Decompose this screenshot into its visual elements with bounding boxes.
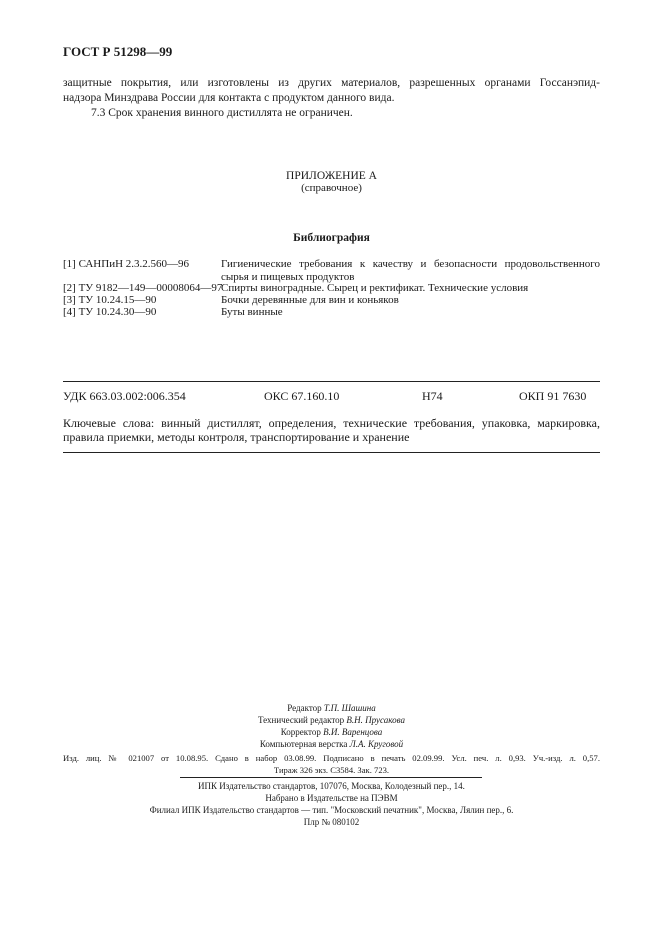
staff-role: Корректор (280, 727, 321, 737)
publisher-line: Набрано в Издательстве на ПЭВМ (265, 793, 398, 803)
imprint-staff (63, 702, 600, 750)
bibliography-ref: [3] ТУ 10.24.15—90 (63, 294, 157, 306)
staff-line (63, 714, 600, 726)
bibliography-desc: Бочки деревянные для вин и коньяков (221, 294, 399, 306)
staff-role: Редактор (287, 703, 322, 713)
publisher-line: Филиал ИПК Издательство стандартов — тип. "Московский печатник", Москва, Лялин пер., 6. (149, 805, 514, 815)
appendix-title: ПРИЛОЖЕНИЕ А (286, 170, 377, 182)
paragraph-line-1: защитные покрытия, или изготовлены из других материалов, разрешенных органами Госсанэпид- (63, 77, 600, 89)
publisher-line: ИПК Издательство стандартов, 107076, Москва, Колодезный пер., 14. (198, 781, 465, 791)
staff-name: Т.П. Шашина (323, 703, 376, 713)
paragraph-line-2: надзора Минздрава России для контакта с продуктом данного вида. (63, 92, 395, 104)
imprint-publisher (63, 780, 600, 828)
bibliography-ref: [1] САНПиН 2.3.2.560—96 (63, 258, 190, 270)
page-header-standard: ГОСТ Р 51298—99 (63, 44, 173, 59)
publisher-line: Плр № 080102 (303, 817, 360, 827)
staff-line (63, 702, 600, 714)
bibliography-title: Библиография (293, 232, 370, 244)
bibliography-entry (63, 306, 600, 319)
keywords-line-2: правила приемки, методы контроля, транспортирование и хранение (63, 430, 410, 444)
paragraph-line-3: 7.3 Срок хранения винного дистиллята не ограничен. (91, 107, 353, 119)
staff-role: Технический редактор (257, 715, 345, 725)
appendix-subtitle: (справочное) (301, 182, 362, 194)
body-paragraph (63, 76, 600, 121)
keywords-block (63, 416, 600, 444)
bibliography-ref: [2] ТУ 9182—149—00008064—97 (63, 282, 223, 294)
staff-line (63, 738, 600, 750)
bibliography-desc: Спирты виноградные. Сырец и ректификат. Технические условия (221, 282, 529, 294)
imprint-tech-line-2: Тираж 326 экз. С3584. Зак. 723. (273, 765, 390, 775)
staff-role: Компьютерная верстка (259, 739, 348, 749)
imprint-technical (63, 752, 600, 776)
divider-top (63, 381, 600, 382)
bibliography-desc: Буты винные (221, 306, 283, 318)
imprint-divider (180, 777, 482, 778)
bibliography-ref: [4] ТУ 10.24.30—90 (63, 306, 157, 318)
staff-name: В.Н. Прусакова (346, 715, 406, 725)
staff-line (63, 726, 600, 738)
imprint-tech-line-1: Изд. лиц. № 021007 от 10.08.95. Сдано в набор 03.08.99. Подписано в печать 02.09.99. Усл. печ. л. 0,93. Уч.-изд. л. 0,57. (63, 753, 600, 763)
staff-name: В.И. Варенцова (323, 727, 383, 737)
bibliography-entry (63, 258, 600, 284)
keywords-line-1: Ключевые слова: винный дистиллят, определения, технические требования, упаковка, маркировка, (63, 416, 600, 430)
group-code: Н74 (422, 389, 443, 403)
okp-code: ОКП 91 7630 (519, 389, 587, 403)
bibliography-desc: Гигиенические требования к качеству и безопасности продовольственного сырья и пищевых продуктов (221, 258, 600, 283)
divider-bottom (63, 452, 600, 453)
udk-code: УДК 663.03.002:006.354 (63, 389, 186, 403)
oks-code: ОКС 67.160.10 (264, 389, 340, 403)
staff-name: Л.А. Круговой (349, 739, 404, 749)
